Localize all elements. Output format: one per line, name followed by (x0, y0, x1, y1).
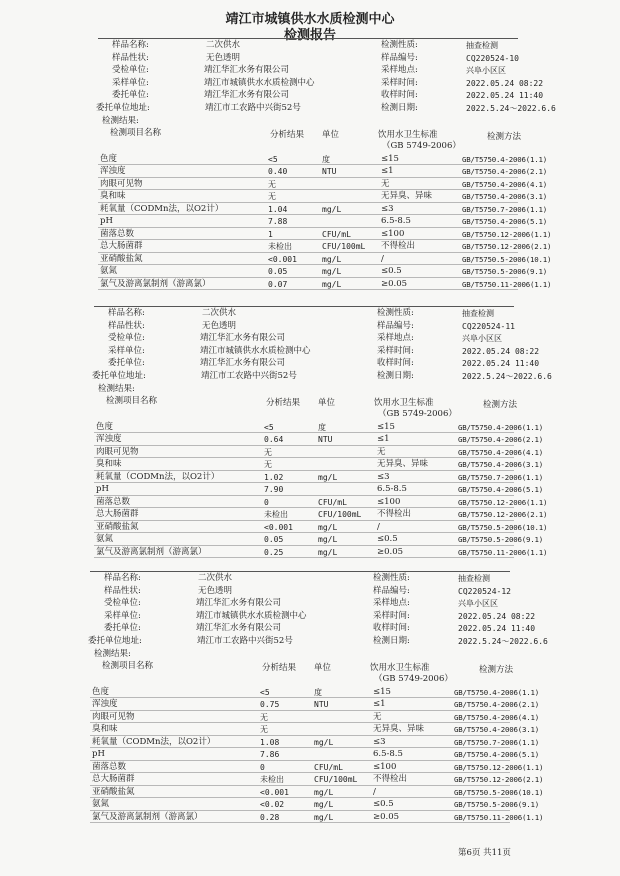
value-receive-time: 2022.05.24 11:40 (458, 624, 536, 634)
row-standard: ≥0.05 (381, 278, 408, 289)
col-standard-header: 饮用水卫生标准 (370, 662, 430, 673)
row-unit: 度 (314, 687, 322, 697)
row-item: 总大肠菌群 (92, 774, 135, 785)
row-item: 氯气及游离氯制剂（游离氯） (100, 278, 211, 289)
row-standard: 无异臭、异味 (377, 459, 429, 470)
row-standard: 无 (373, 711, 382, 722)
row-gridline (94, 457, 514, 458)
row-standard: ≤0.5 (381, 266, 402, 277)
row-unit: 度 (322, 154, 330, 164)
row-standard: 无异臭、异味 (373, 724, 425, 735)
row-result: 1.08 (260, 737, 280, 747)
row-unit: mg/L (322, 279, 342, 289)
page-number: 第6页 共11页 (458, 848, 511, 858)
label-sample-no: 样品编号: (377, 320, 414, 331)
row-method: GB/T5750.11-2006(1.1) (458, 547, 548, 557)
row-unit: CFU/mL (318, 497, 347, 507)
value-client-unit: 靖江华汇水务有限公司 (204, 90, 290, 101)
col-unit-header: 单位 (322, 129, 340, 140)
row-result: <0.001 (260, 787, 289, 797)
col-standard-header: 饮用水卫生标准 (378, 129, 438, 140)
col-result-header: 分析结果 (262, 662, 297, 673)
label-sampling-unit: 采样单位: (112, 77, 149, 88)
col-standard-sub-header: （GB 5749-2006） (374, 673, 453, 684)
col-result-header: 分析结果 (270, 129, 305, 140)
row-result: 0 (260, 762, 265, 772)
value-client-address: 靖江市工农路中兴街52号 (205, 103, 301, 113)
row-standard: 6.5-8.5 (381, 216, 411, 227)
row-result: <5 (264, 422, 274, 432)
label-client-unit: 委托单位: (108, 358, 145, 369)
row-result: 0.40 (268, 167, 288, 177)
row-standard: ≤0.5 (373, 799, 394, 810)
value-test-date: 2022.5.24～2022.6.6 (462, 372, 552, 381)
row-method: GB/T5750.4-2006(1.1) (454, 687, 539, 697)
row-result: 无 (268, 192, 276, 202)
row-method: GB/T5750.12-2006(1.1) (462, 229, 552, 239)
label-client-unit: 委托单位: (112, 90, 149, 101)
row-standard: 不得检出 (377, 509, 412, 520)
row-unit: CFU/100mL (322, 242, 366, 252)
block-divider (90, 571, 510, 572)
value-sample-name: 二次供水 (206, 40, 241, 50)
row-standard: 不得检出 (373, 774, 408, 785)
row-method: GB/T5750.4-2006(4.1) (454, 712, 539, 722)
row-item: 浑浊度 (96, 434, 122, 445)
row-method: GB/T5750.4-2006(2.1) (458, 435, 543, 445)
row-unit: CFU/100mL (314, 775, 358, 785)
row-item: 菌落总数 (100, 228, 135, 239)
label-entrusted-unit: 受检单位: (112, 65, 149, 76)
label-sampling-unit: 采样单位: (104, 610, 141, 621)
row-result: 无 (268, 179, 276, 189)
value-sampling-unit: 靖江市城镇供水水质检测中心 (204, 77, 315, 88)
row-gridline (90, 772, 510, 773)
row-standard: ≤1 (377, 434, 390, 445)
label-sample-nature: 样品性状: (108, 320, 145, 331)
row-standard: ≤3 (373, 736, 386, 747)
row-item: pH (100, 216, 113, 227)
results-heading: 检测结果: (102, 115, 139, 126)
label-client-unit: 委托单位: (104, 623, 141, 634)
row-item: 臭和味 (92, 724, 118, 735)
label-receive-time: 收样时间: (381, 90, 418, 101)
row-result: <0.02 (260, 800, 285, 810)
row-item: 耗氧量（CODMn法，以O2计） (100, 203, 224, 214)
row-method: GB/T5750.12-2006(1.1) (458, 497, 548, 507)
row-method: GB/T5750.5-2006(9.1) (462, 267, 547, 277)
value-test-nature: 抽查检测 (466, 41, 498, 50)
label-sample-name: 样品名称: (108, 308, 145, 318)
row-method: GB/T5750.7-2006(1.1) (462, 204, 547, 214)
row-result: 未检出 (264, 510, 288, 520)
col-item-header: 检测项目名称 (110, 127, 162, 138)
row-result: 7.86 (260, 750, 280, 760)
row-result: 0.28 (260, 812, 280, 822)
report-subtitle: 检测报告 (283, 28, 336, 43)
value-sampling-location: 兴阜小区区 (458, 599, 498, 609)
row-method: GB/T5750.12-2006(2.1) (454, 775, 544, 785)
row-result: 无 (260, 725, 268, 735)
row-item: 氨氮 (100, 266, 118, 277)
row-unit: mg/L (314, 800, 334, 810)
row-unit: NTU (318, 435, 333, 445)
label-sample-nature: 样品性状: (112, 52, 149, 63)
row-item: 浑浊度 (92, 699, 118, 710)
row-method: GB/T5750.5-2006(10.1) (458, 522, 548, 532)
value-sample-no: CQ220524-10 (466, 53, 519, 63)
value-sampling-time: 2022.05.24 08:22 (458, 611, 536, 621)
row-unit: mg/L (322, 254, 342, 264)
row-item: 氨氮 (92, 799, 110, 810)
row-method: GB/T5750.4-2006(1.1) (458, 422, 543, 432)
row-gridline (94, 507, 514, 508)
value-client-unit: 靖江华汇水务有限公司 (196, 623, 282, 634)
row-item: 总大肠菌群 (100, 241, 143, 252)
row-unit: mg/L (318, 472, 338, 482)
row-gridline (90, 797, 510, 798)
row-standard: 不得检出 (381, 241, 416, 252)
value-sampling-unit: 靖江市城镇供水水质检测中心 (200, 345, 311, 356)
row-result: 0.75 (260, 700, 280, 710)
row-method: GB/T5750.4-2006(3.1) (458, 460, 543, 470)
value-sampling-time: 2022.05.24 08:22 (466, 78, 544, 88)
row-standard: / (377, 521, 380, 532)
row-standard: ≤100 (373, 761, 397, 772)
row-item: 氯气及游离氯制剂（游离氯） (96, 546, 207, 557)
row-method: GB/T5750.12-2006(1.1) (454, 762, 544, 772)
row-item: 浑浊度 (100, 166, 126, 177)
row-item: 菌落总数 (96, 496, 131, 507)
label-test-nature: 检测性质: (377, 308, 414, 318)
row-result: <5 (260, 687, 270, 697)
row-method: GB/T5750.4-2006(3.1) (454, 725, 539, 735)
row-standard: 无 (377, 446, 386, 457)
row-method: GB/T5750.4-2006(2.1) (454, 700, 539, 710)
value-test-date: 2022.5.24～2022.6.6 (466, 104, 556, 113)
value-client-address: 靖江市工农路中兴街52号 (201, 371, 297, 381)
label-sample-no: 样品编号: (381, 52, 418, 63)
row-gridline (98, 177, 518, 178)
row-gridline (90, 697, 510, 698)
row-result: <5 (268, 154, 278, 164)
row-unit: mg/L (314, 812, 334, 822)
row-unit: mg/L (318, 547, 338, 557)
label-test-date: 检测日期: (381, 103, 418, 113)
row-gridline (98, 227, 518, 228)
value-receive-time: 2022.05.24 11:40 (466, 91, 544, 101)
row-method: GB/T5750.5-2006(10.1) (462, 254, 552, 264)
row-result: 0.07 (268, 279, 288, 289)
row-item: 总大肠菌群 (96, 509, 139, 520)
col-unit-header: 单位 (314, 662, 332, 673)
label-sampling-location: 采样地点: (377, 333, 414, 344)
row-standard: ≤100 (377, 496, 401, 507)
label-sample-nature: 样品性状: (104, 585, 141, 596)
row-result: <0.001 (268, 254, 297, 264)
label-sampling-time: 采样时间: (381, 77, 418, 88)
value-sampling-unit: 靖江市城镇供水水质检测中心 (196, 610, 307, 621)
label-receive-time: 收样时间: (377, 358, 414, 369)
row-item: 肉眼可见物 (92, 711, 135, 722)
row-result: 0 (264, 497, 269, 507)
row-unit: mg/L (314, 737, 334, 747)
value-entrusted-unit: 靖江华汇水务有限公司 (196, 598, 282, 609)
row-gridline (98, 189, 518, 190)
row-method: GB/T5750.4-2006(3.1) (462, 192, 547, 202)
row-gridline (98, 264, 518, 265)
row-standard: ≤15 (373, 686, 391, 697)
value-sample-nature: 无色透明 (202, 320, 237, 331)
row-standard: ≤0.5 (377, 534, 398, 545)
label-sampling-location: 采样地点: (373, 598, 410, 609)
row-gridline (90, 822, 510, 823)
col-standard-sub-header: （GB 5749-2006） (382, 140, 461, 151)
label-test-date: 检测日期: (377, 371, 414, 381)
row-unit: CFU/mL (322, 229, 351, 239)
value-test-nature: 抽查检测 (458, 574, 490, 583)
row-standard: ≤100 (381, 228, 405, 239)
value-client-unit: 靖江华汇水务有限公司 (200, 358, 286, 369)
row-method: GB/T5750.7-2006(1.1) (454, 737, 539, 747)
col-standard-sub-header: （GB 5749-2006） (378, 408, 457, 419)
row-unit: mg/L (322, 204, 342, 214)
row-item: pH (92, 749, 105, 760)
row-item: 氯气及游离氯制剂（游离氯） (92, 811, 203, 822)
row-item: 臭和味 (96, 459, 122, 470)
row-method: GB/T5750.4-2006(1.1) (462, 154, 547, 164)
label-sample-name: 样品名称: (104, 573, 141, 583)
row-standard: ≤15 (377, 421, 395, 432)
block-divider (94, 306, 514, 307)
row-item: 耗氧量（CODMn法，以O2计） (92, 736, 216, 747)
row-item: 亚硝酸盐氮 (96, 521, 139, 532)
row-standard: / (381, 253, 384, 264)
report-org-title: 靖江市城镇供水水质检测中心 (225, 12, 395, 27)
row-gridline (94, 432, 514, 433)
row-gridline (90, 747, 510, 748)
row-standard: ≤1 (381, 166, 394, 177)
value-sampling-time: 2022.05.24 08:22 (462, 346, 540, 356)
row-gridline (98, 164, 518, 165)
row-unit: CFU/100mL (318, 510, 362, 520)
label-sampling-unit: 采样单位: (108, 345, 145, 356)
row-method: GB/T5750.4-2006(2.1) (462, 167, 547, 177)
col-unit-header: 单位 (318, 397, 336, 408)
row-result: 未检出 (268, 242, 292, 252)
label-sample-name: 样品名称: (112, 40, 149, 50)
row-unit: CFU/mL (314, 762, 343, 772)
label-sampling-location: 采样地点: (381, 65, 418, 76)
row-unit: NTU (314, 700, 329, 710)
row-method: GB/T5750.12-2006(2.1) (462, 242, 552, 252)
col-standard-header: 饮用水卫生标准 (374, 397, 434, 408)
row-method: GB/T5750.11-2006(1.1) (462, 279, 552, 289)
row-method: GB/T5750.4-2006(4.1) (462, 179, 547, 189)
label-test-nature: 检测性质: (373, 573, 410, 583)
row-result: 无 (260, 712, 268, 722)
label-sampling-time: 采样时间: (373, 610, 410, 621)
value-receive-time: 2022.05.24 11:40 (462, 359, 540, 369)
value-sample-name: 二次供水 (202, 308, 237, 318)
col-method-header: 检测方法 (487, 131, 522, 142)
row-standard: 6.5-8.5 (373, 749, 403, 760)
value-entrusted-unit: 靖江华汇水务有限公司 (200, 333, 286, 344)
value-test-nature: 抽查检测 (462, 309, 494, 318)
row-gridline (94, 445, 514, 446)
label-client-address: 委托单位地址: (92, 371, 146, 381)
row-unit: mg/L (318, 535, 338, 545)
row-result: 1.04 (268, 204, 288, 214)
row-standard: ≤3 (381, 203, 394, 214)
value-entrusted-unit: 靖江华汇水务有限公司 (204, 65, 290, 76)
label-test-nature: 检测性质: (381, 40, 418, 50)
value-client-address: 靖江市工农路中兴街52号 (197, 636, 293, 646)
row-item: 亚硝酸盐氮 (100, 253, 143, 264)
block-divider (98, 38, 518, 39)
row-gridline (98, 214, 518, 215)
row-gridline (90, 710, 510, 711)
col-method-header: 检测方法 (483, 399, 518, 410)
row-unit: mg/L (318, 522, 338, 532)
label-client-address: 委托单位地址: (96, 103, 150, 113)
row-gridline (90, 760, 510, 761)
row-method: GB/T5750.4-2006(4.1) (458, 447, 543, 457)
row-gridline (94, 520, 514, 521)
row-item: 耗氧量（CODMn法，以O2计） (96, 471, 220, 482)
row-method: GB/T5750.5-2006(9.1) (458, 535, 543, 545)
row-result: 0.05 (268, 267, 288, 277)
row-standard: / (373, 786, 376, 797)
row-gridline (94, 482, 514, 483)
row-standard: 无 (381, 178, 390, 189)
row-item: 色度 (100, 153, 118, 164)
row-unit: 度 (318, 422, 326, 432)
row-method: GB/T5750.4-2006(5.1) (458, 485, 543, 495)
col-item-header: 检测项目名称 (106, 395, 158, 406)
value-test-date: 2022.5.24～2022.6.6 (458, 637, 548, 646)
value-sample-nature: 无色透明 (198, 585, 233, 596)
row-gridline (90, 722, 510, 723)
row-result: 0.05 (264, 535, 284, 545)
value-sample-no: CQ220524-11 (462, 321, 515, 331)
value-sample-name: 二次供水 (198, 573, 233, 583)
label-sample-no: 样品编号: (373, 585, 410, 596)
label-receive-time: 收样时间: (373, 623, 410, 634)
row-method: GB/T5750.7-2006(1.1) (458, 472, 543, 482)
row-gridline (98, 239, 518, 240)
row-method: GB/T5750.4-2006(5.1) (462, 217, 547, 227)
row-item: 肉眼可见物 (96, 446, 139, 457)
row-gridline (90, 785, 510, 786)
row-item: 肉眼可见物 (100, 178, 143, 189)
row-item: 色度 (92, 686, 110, 697)
col-result-header: 分析结果 (266, 397, 301, 408)
row-item: pH (96, 484, 109, 495)
row-standard: 6.5-8.5 (377, 484, 407, 495)
row-gridline (94, 495, 514, 496)
row-result: 1.02 (264, 472, 284, 482)
label-entrusted-unit: 受检单位: (104, 598, 141, 609)
label-sampling-time: 采样时间: (377, 345, 414, 356)
row-result: <0.001 (264, 522, 293, 532)
col-method-header: 检测方法 (479, 664, 514, 675)
row-item: 亚硝酸盐氮 (92, 786, 135, 797)
row-method: GB/T5750.11-2006(1.1) (454, 812, 544, 822)
row-result: 7.88 (268, 217, 288, 227)
row-standard: ≤3 (377, 471, 390, 482)
row-result: 0.25 (264, 547, 284, 557)
results-heading: 检测结果: (94, 648, 131, 659)
row-standard: ≤1 (373, 699, 386, 710)
row-unit: NTU (322, 167, 337, 177)
row-result: 7.90 (264, 485, 284, 495)
row-unit: mg/L (322, 267, 342, 277)
value-sampling-location: 兴阜小区区 (466, 66, 506, 76)
label-entrusted-unit: 受检单位: (108, 333, 145, 344)
value-sample-no: CQ220524-12 (458, 586, 511, 596)
row-unit: mg/L (314, 787, 334, 797)
row-method: GB/T5750.4-2006(5.1) (454, 750, 539, 760)
row-gridline (98, 252, 518, 253)
results-heading: 检测结果: (98, 383, 135, 394)
row-standard: ≥0.05 (377, 546, 404, 557)
row-item: 色度 (96, 421, 114, 432)
row-standard: 无异臭、异味 (381, 191, 433, 202)
row-result: 未检出 (260, 775, 284, 785)
row-standard: ≤15 (381, 153, 399, 164)
row-item: 菌落总数 (92, 761, 127, 772)
row-standard: ≥0.05 (373, 811, 400, 822)
row-result: 无 (264, 447, 272, 457)
row-result: 无 (264, 460, 272, 470)
row-gridline (94, 557, 514, 558)
row-item: 氨氮 (96, 534, 114, 545)
row-method: GB/T5750.12-2006(2.1) (458, 510, 548, 520)
row-result: 0.64 (264, 435, 284, 445)
label-client-address: 委托单位地址: (88, 636, 142, 646)
row-result: 1 (268, 229, 273, 239)
value-sampling-location: 兴阜小区区 (462, 334, 502, 344)
value-sample-nature: 无色透明 (206, 52, 241, 63)
row-gridline (94, 532, 514, 533)
row-item: 臭和味 (100, 191, 126, 202)
col-item-header: 检测项目名称 (102, 660, 154, 671)
label-test-date: 检测日期: (373, 636, 410, 646)
row-gridline (98, 289, 518, 290)
row-method: GB/T5750.5-2006(10.1) (454, 787, 544, 797)
row-method: GB/T5750.5-2006(9.1) (454, 800, 539, 810)
